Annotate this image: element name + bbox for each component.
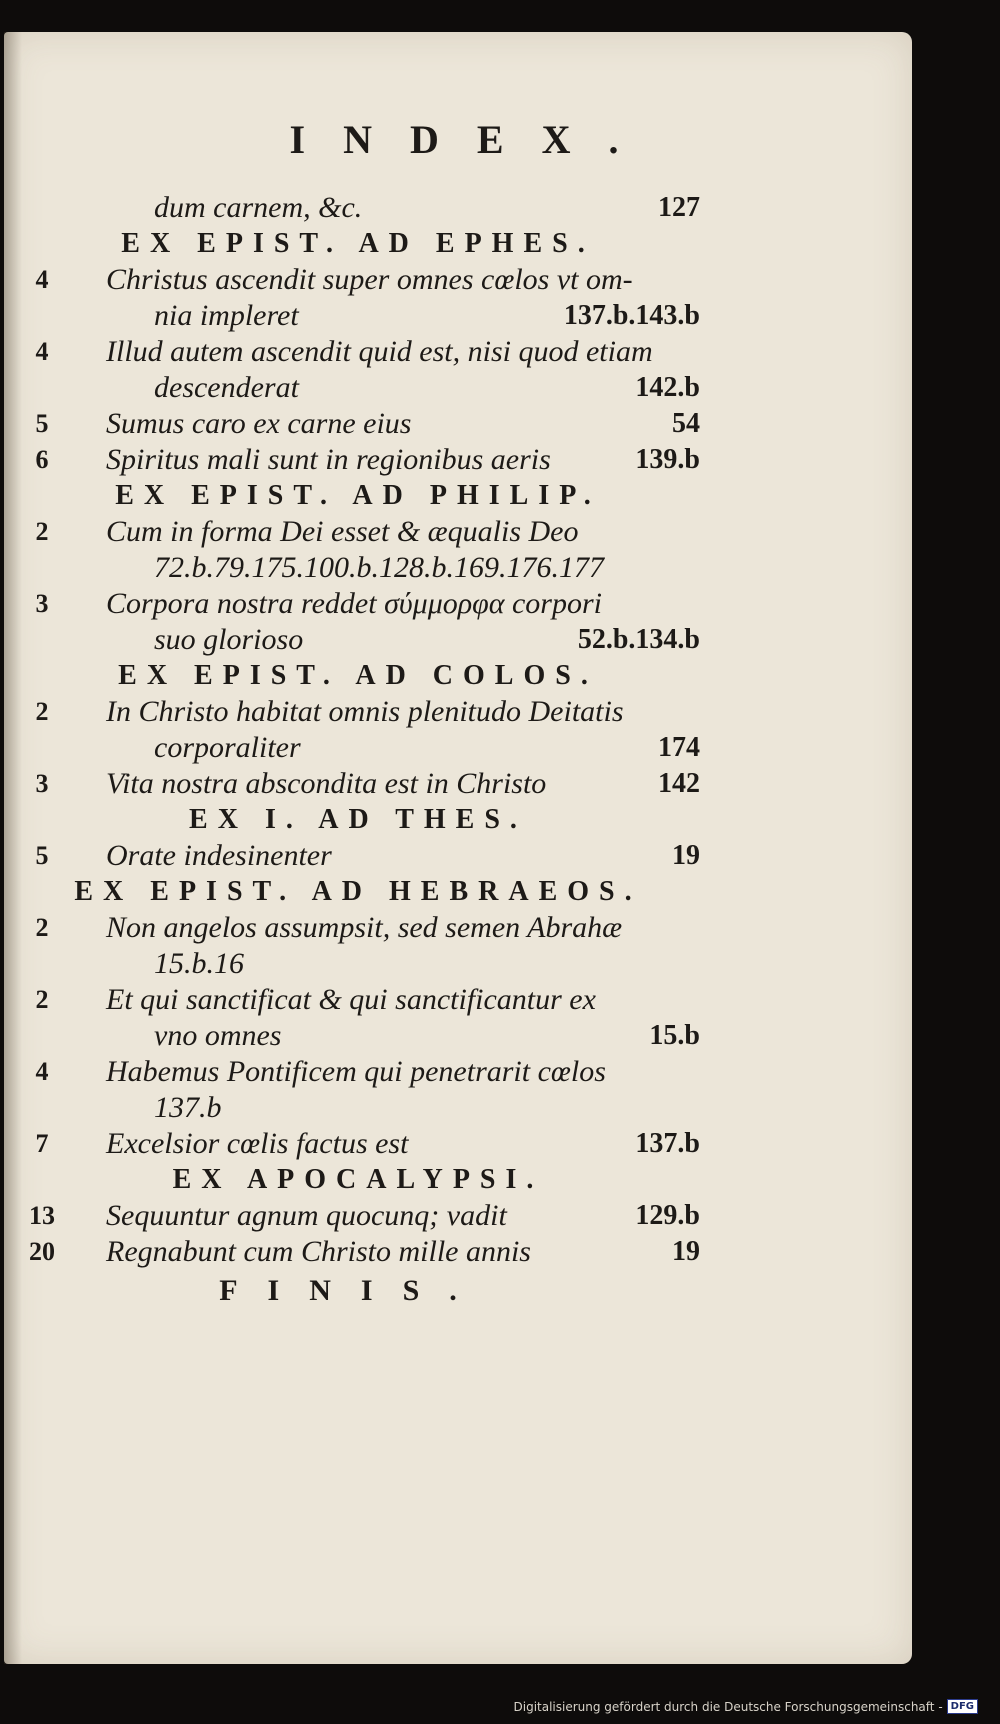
index-entry — [4, 946, 912, 982]
entry-text: Habemus Pontificem qui penetrarit cœlos — [106, 1055, 606, 1088]
verse-number: 2 — [35, 913, 49, 942]
verse-number: 2 — [35, 517, 49, 546]
page-reference: 127 — [658, 192, 700, 223]
index-entry — [4, 1198, 912, 1234]
index-entry — [4, 1126, 912, 1162]
page-reference: 15.b — [649, 1020, 700, 1051]
entry-text: suo glorioso — [154, 623, 304, 656]
dfg-logo: DFG — [947, 1699, 978, 1714]
page-reference: 142 — [658, 768, 700, 799]
page-reference: 19 — [672, 840, 700, 871]
page-reference: 137.b.143.b — [563, 300, 700, 331]
index-entry — [4, 1234, 912, 1270]
entry-text: Orate indesinenter — [106, 839, 332, 872]
entry-text: Et qui sanctificat & qui sanctificantur ex — [106, 983, 596, 1016]
credit-text: Digitalisierung gefördert durch die Deutsche Forschungsgemeinschaft - — [513, 1699, 943, 1714]
book-page — [4, 32, 912, 1664]
index-entry — [4, 1054, 912, 1090]
index-entry — [4, 370, 912, 406]
page-reference: 129.b — [635, 1200, 700, 1231]
index-entry — [4, 694, 912, 730]
page-reference: 142.b — [635, 372, 700, 403]
index-entry — [4, 262, 912, 298]
index-entry — [4, 910, 912, 946]
entry-text: corporaliter — [154, 731, 301, 764]
index-entry — [4, 586, 912, 622]
page-reference: 54 — [672, 408, 700, 439]
page-reference: 174 — [658, 732, 700, 763]
verse-number: 5 — [35, 841, 49, 870]
verse-number: 13 — [29, 1201, 55, 1230]
entry-text: dum carnem, &c. — [154, 191, 363, 224]
verse-number: 4 — [35, 1057, 49, 1086]
verse-number: 2 — [35, 985, 49, 1014]
verse-number: 5 — [35, 409, 49, 438]
index-entry — [4, 622, 912, 658]
verse-number: 20 — [29, 1237, 55, 1266]
running-head: INDEX. — [289, 117, 657, 162]
entry-text: Cum in forma Dei esset & æqualis Deo — [106, 515, 579, 548]
page-reference: 137.b — [635, 1128, 700, 1159]
entry-text: Illud autem ascendit quid est, nisi quod etiam — [106, 335, 653, 368]
section-heading: EX EPIST. AD EPHES. — [121, 228, 595, 259]
entry-text: Corpora nostra reddet σύμμορφα corpori — [106, 587, 602, 620]
entry-text: Sequuntur agnum quocunq; vadit — [106, 1199, 507, 1232]
page-reference: 52.b.134.b — [577, 624, 700, 655]
entry-text: Excelsior cœlis factus est — [106, 1127, 409, 1160]
index-entry — [4, 442, 912, 478]
entry-text: 137.b — [154, 1091, 222, 1124]
entry-text: Vita nostra abscondita est in Christo — [106, 767, 547, 800]
index-content — [4, 32, 912, 1664]
entry-text: Regnabunt cum Christo mille annis — [106, 1235, 531, 1268]
entry-text: Christus ascendit super omnes cœlos vt om- — [106, 263, 633, 296]
entry-text: Spiritus mali sunt in regionibus aeris — [106, 443, 551, 476]
verse-number: 4 — [35, 337, 49, 366]
entry-text: descenderat — [154, 371, 299, 404]
index-entry — [4, 550, 912, 586]
section-heading: EX I. AD THES. — [189, 804, 527, 835]
index-entry — [4, 334, 912, 370]
index-entry — [4, 982, 912, 1018]
verse-number: 7 — [35, 1129, 49, 1158]
index-entry — [4, 298, 912, 334]
index-entry — [4, 1090, 912, 1126]
entry-text: In Christo habitat omnis plenitudo Deitatis — [106, 695, 624, 728]
verse-number: 3 — [35, 769, 49, 798]
page-reference: 19 — [672, 1236, 700, 1267]
verse-number: 4 — [35, 265, 49, 294]
index-entry — [4, 838, 912, 874]
index-entry — [4, 1018, 912, 1054]
entry-text: 72.b.79.175.100.b.128.b.169.176.177 — [154, 551, 604, 584]
entry-text: Non angelos assumpsit, sed semen Abrahæ — [106, 911, 623, 944]
entry-text: vno omnes — [154, 1019, 282, 1052]
section-heading: EX APOCALYPSI. — [172, 1164, 544, 1195]
index-entry — [4, 406, 912, 442]
verse-number: 2 — [35, 697, 49, 726]
digitization-credit — [514, 1699, 979, 1714]
verse-number: 3 — [35, 589, 49, 618]
finis-mark: FINIS. — [219, 1274, 487, 1307]
verse-number: 6 — [35, 445, 49, 474]
index-entry — [4, 766, 912, 802]
entry-text: 15.b.16 — [154, 947, 244, 980]
section-heading: EX EPIST. AD HEBRAEOS. — [74, 876, 642, 907]
section-heading: EX EPIST. AD PHILIP. — [115, 480, 601, 511]
entry-text: nia impleret — [154, 299, 299, 332]
entry-text: Sumus caro ex carne eius — [106, 407, 412, 440]
index-entry — [4, 514, 912, 550]
index-entry — [4, 730, 912, 766]
section-heading: EX EPIST. AD COLOS. — [118, 660, 598, 691]
index-entry — [4, 190, 912, 226]
page-reference: 139.b — [635, 444, 700, 475]
